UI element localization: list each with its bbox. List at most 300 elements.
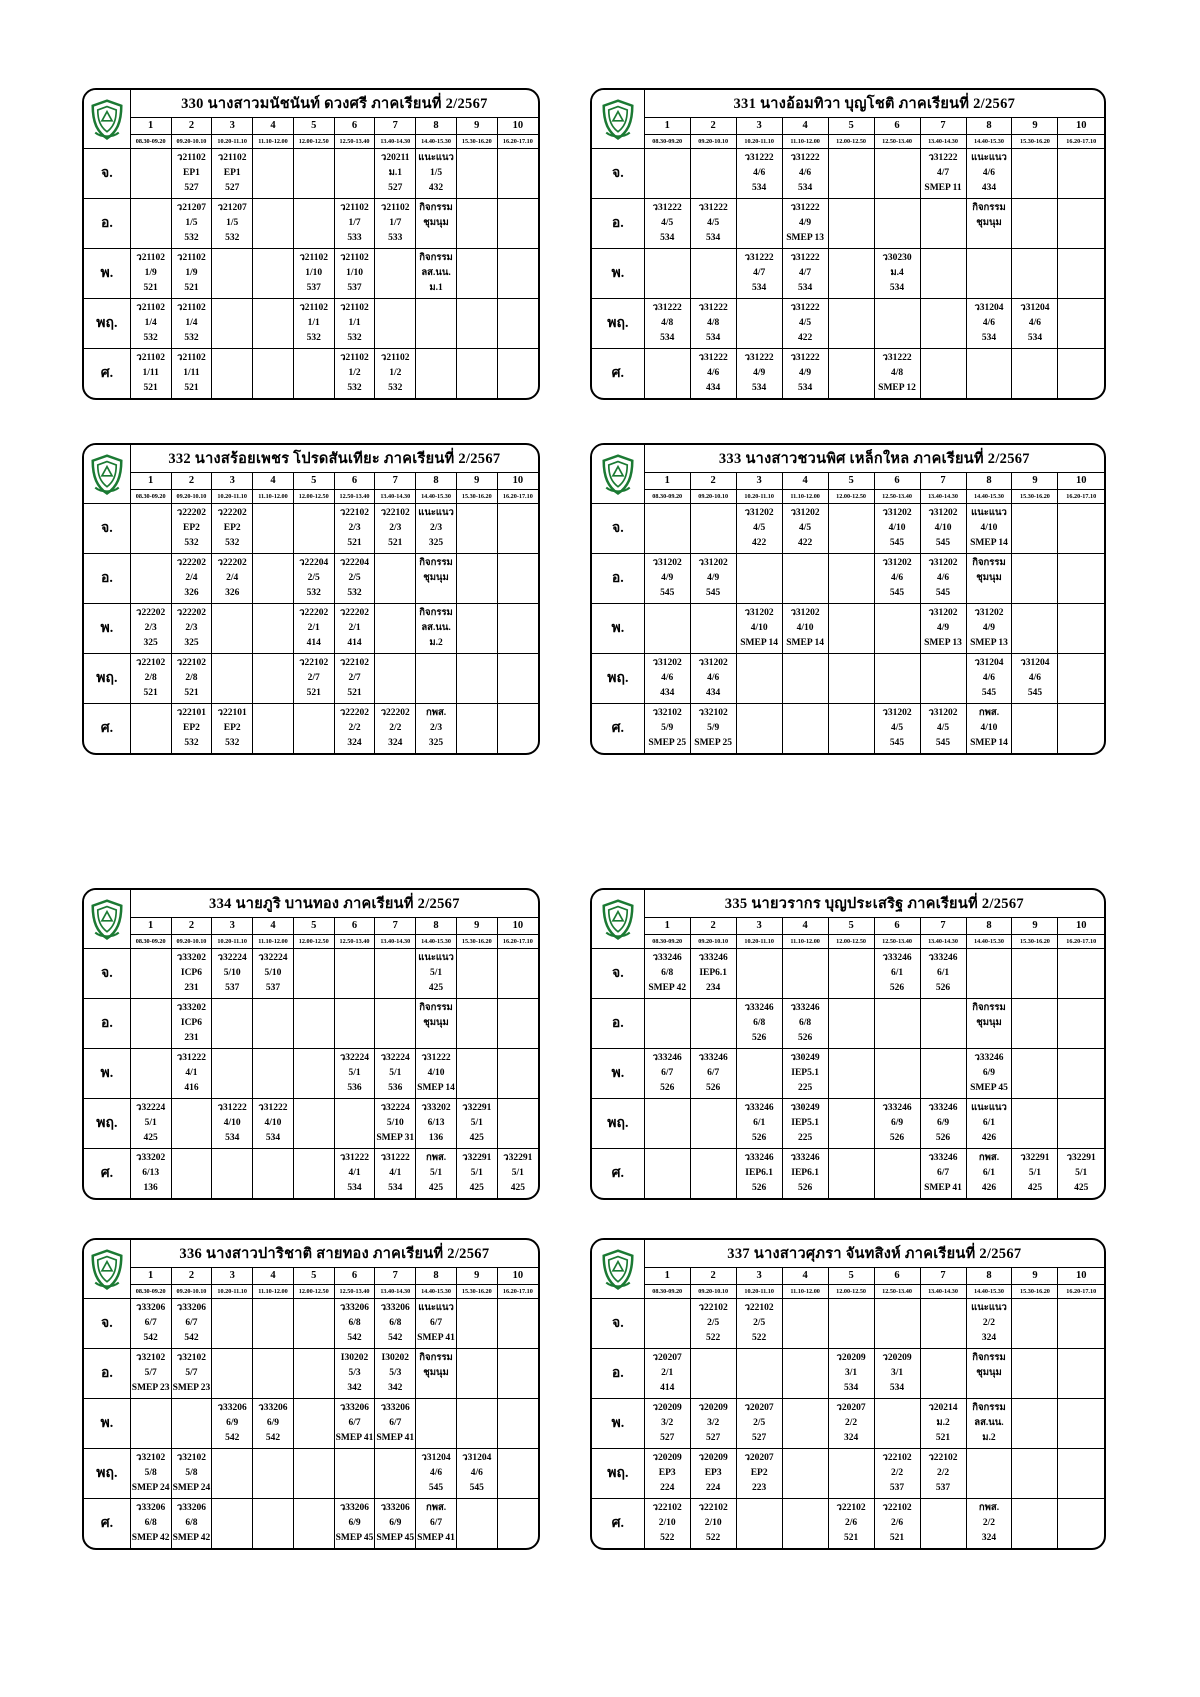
room-number	[783, 1531, 828, 1546]
school-crest-icon	[90, 1249, 124, 1291]
class-group: 6/7	[389, 1417, 402, 1428]
room-number	[737, 586, 782, 601]
room-number	[457, 231, 497, 246]
class-group: 1/2	[389, 367, 402, 378]
room-number: 325	[143, 637, 158, 648]
room-number	[1058, 1381, 1104, 1396]
class-group: 4/9	[707, 572, 720, 583]
subject-code	[1012, 706, 1057, 721]
schedule-cell	[874, 603, 920, 653]
subject-code: ว22102	[698, 1502, 728, 1513]
subject-code	[253, 606, 293, 621]
room-number: 521	[184, 382, 199, 393]
room-number	[737, 686, 782, 701]
room-number	[294, 536, 334, 551]
schedule-cell	[293, 1098, 334, 1148]
subject-code: ว33206	[176, 1302, 206, 1313]
schedule-cell	[497, 603, 538, 653]
room-number: 325	[428, 537, 444, 548]
room-number: 534	[706, 232, 721, 243]
school-logo	[84, 445, 130, 503]
class-group: 2/1	[348, 622, 361, 633]
schedule-cell	[375, 998, 416, 1048]
subject-code: ว31202	[698, 557, 728, 568]
schedule-cell	[828, 503, 874, 553]
day-label: ศ.	[84, 703, 130, 753]
subject-code	[457, 301, 497, 316]
schedule-cell	[416, 148, 457, 198]
schedule-cell	[293, 1348, 334, 1398]
room-number	[131, 1431, 171, 1446]
room-number: 342	[388, 1382, 403, 1393]
room-number	[829, 381, 874, 396]
day-label: พ.	[592, 248, 644, 298]
schedule-cell	[874, 1448, 920, 1498]
schedule-cell	[497, 1098, 538, 1148]
subject-code	[457, 556, 497, 571]
class-group	[335, 1466, 375, 1481]
schedule-cell	[782, 1498, 828, 1548]
schedule-cell	[920, 553, 966, 603]
schedule-cell	[874, 298, 920, 348]
subject-code: ว31204	[421, 1452, 451, 1463]
room-number: 326	[225, 587, 240, 598]
day-label: ศ.	[592, 1148, 644, 1198]
class-group: 1/5	[185, 217, 198, 228]
subject-code: แนะแนว	[971, 1302, 1007, 1313]
class-group	[253, 166, 293, 181]
subject-code: ว31202	[928, 607, 958, 618]
class-group	[875, 1016, 920, 1031]
period-number: 2	[171, 472, 212, 489]
class-group	[498, 671, 538, 686]
subject-code: ว33246	[928, 1102, 958, 1113]
room-number	[645, 636, 690, 651]
period-number: 6	[874, 1267, 920, 1284]
class-group: ลส.นน.	[974, 1417, 1004, 1428]
room-number	[691, 1031, 736, 1046]
schedule-cell	[293, 1148, 334, 1198]
class-group	[253, 1166, 293, 1181]
class-group	[921, 671, 966, 686]
schedule-cell	[1012, 198, 1058, 248]
schedule-cell	[644, 1498, 690, 1548]
subject-code	[1012, 251, 1057, 266]
class-group: 4/8	[661, 317, 674, 328]
period-number: 10	[1058, 472, 1104, 489]
class-group	[691, 621, 736, 636]
subject-code: ว31204	[1020, 302, 1050, 313]
subject-code: ว20211	[380, 152, 410, 163]
schedule-cell	[171, 1398, 212, 1448]
room-number: SMEP 13	[970, 637, 1008, 648]
class-group: 2/5	[753, 1417, 766, 1428]
schedule-cell	[736, 348, 782, 398]
class-group	[253, 266, 293, 281]
schedule-cell	[253, 553, 294, 603]
room-number	[691, 536, 736, 551]
subject-code	[875, 1051, 920, 1066]
class-group: 4/6	[1028, 672, 1042, 683]
subject-code: ว32224	[136, 1102, 166, 1113]
room-number: 534	[797, 182, 813, 193]
subject-code: ว22202	[339, 707, 370, 718]
class-group: 4/6	[753, 167, 766, 178]
class-group: 6/9	[348, 1517, 361, 1528]
schedule-cell	[334, 348, 375, 398]
room-number	[921, 381, 966, 396]
class-group	[645, 366, 690, 381]
schedule-cell	[644, 948, 690, 998]
room-number	[294, 1031, 334, 1046]
subject-code	[1012, 506, 1057, 521]
room-number	[253, 1531, 293, 1546]
schedule-cell	[334, 1098, 375, 1148]
subject-code: ว21102	[380, 352, 410, 363]
room-number	[783, 981, 828, 996]
schedule-cell	[736, 1148, 782, 1198]
subject-code: ว22202	[136, 607, 166, 618]
room-number: 434	[706, 382, 721, 393]
period-number: 3	[736, 117, 782, 134]
subject-code: ว32291	[462, 1102, 492, 1113]
schedule-cell	[736, 298, 782, 348]
school-logo	[84, 890, 130, 948]
schedule-cell	[171, 948, 212, 998]
room-number	[416, 331, 456, 346]
class-group	[1058, 1516, 1104, 1531]
subject-code: ว20214	[928, 1402, 958, 1413]
schedule-cell	[782, 1098, 828, 1148]
subject-code	[921, 1001, 966, 1016]
room-number: 534	[889, 282, 905, 293]
room-number	[1058, 1481, 1104, 1496]
room-number	[212, 1181, 252, 1196]
period-number: 4	[253, 1267, 294, 1284]
schedule-cell	[293, 1048, 334, 1098]
day-label: ศ.	[592, 348, 644, 398]
day-label: อ.	[592, 198, 644, 248]
subject-code: ว32224	[339, 1052, 370, 1063]
class-group: 4/6	[707, 672, 720, 683]
schedule-cell	[375, 198, 416, 248]
class-group: 2/10	[658, 1517, 676, 1528]
room-number: 545	[660, 587, 675, 598]
room-number: 542	[184, 1332, 199, 1343]
schedule-cell	[1012, 1048, 1058, 1098]
day-label: จ.	[84, 148, 130, 198]
room-number: 434	[981, 182, 997, 193]
schedule-cell	[456, 948, 497, 998]
class-group: 6/8	[185, 1517, 198, 1528]
schedule-cell	[874, 1348, 920, 1398]
subject-code: ว33246	[698, 952, 728, 963]
room-number: 545	[706, 587, 721, 598]
room-number: 422	[752, 537, 767, 548]
day-label: พฤ.	[84, 1098, 130, 1148]
room-number	[131, 231, 171, 246]
day-label: พ.	[84, 603, 130, 653]
period-number: 5	[828, 117, 874, 134]
period-time: 12.50-13.40	[874, 934, 920, 948]
schedule-cell	[212, 503, 253, 553]
period-number: 5	[828, 917, 874, 934]
class-group: IEP5.1	[791, 1067, 819, 1078]
class-group	[131, 966, 171, 981]
school-logo	[592, 90, 644, 148]
subject-code: ว33206	[339, 1302, 370, 1313]
schedule-cell	[375, 1048, 416, 1098]
schedule-cell	[171, 298, 212, 348]
class-group: ชุมนุม	[976, 217, 1002, 228]
room-number	[457, 536, 497, 551]
subject-code: ว33206	[136, 1302, 166, 1313]
class-group	[212, 1066, 252, 1081]
room-number: 414	[660, 1382, 675, 1393]
subject-code	[131, 201, 171, 216]
schedule-cell	[253, 1098, 294, 1148]
schedule-cell	[782, 703, 828, 753]
class-group	[875, 621, 920, 636]
room-number: 426	[981, 1132, 997, 1143]
class-group: 3/2	[707, 1417, 720, 1428]
period-time: 11.10-12.00	[253, 489, 294, 503]
subject-code	[1012, 556, 1057, 571]
period-number: 3	[736, 472, 782, 489]
subject-code	[172, 1151, 212, 1166]
room-number: 532	[184, 737, 199, 748]
schedule-cell	[644, 503, 690, 553]
room-number	[737, 981, 782, 996]
room-number: 324	[981, 1332, 997, 1343]
period-time: 16.20-17.10	[497, 1284, 538, 1298]
day-label: พฤ.	[84, 298, 130, 348]
schedule-cell	[920, 603, 966, 653]
period-number: 5	[828, 472, 874, 489]
subject-code: ว31222	[790, 252, 820, 263]
room-number: 534	[889, 1382, 905, 1393]
class-group	[783, 966, 828, 981]
room-number	[294, 181, 334, 196]
room-number: 532	[347, 332, 362, 343]
room-number	[645, 1181, 690, 1196]
period-number: 6	[334, 472, 375, 489]
class-group: 5/1	[429, 1167, 443, 1178]
class-group	[294, 1166, 334, 1181]
schedule-cell	[782, 1298, 828, 1348]
schedule-cell	[782, 1398, 828, 1448]
schedule-cell	[456, 248, 497, 298]
schedule-cell	[171, 703, 212, 753]
schedule-cell	[736, 703, 782, 753]
subject-code	[783, 1301, 828, 1316]
subject-code	[737, 656, 782, 671]
period-time: 15.30-16.20	[456, 489, 497, 503]
class-group: 5/1	[470, 1167, 483, 1178]
subject-code	[967, 951, 1012, 966]
schedule-cell	[874, 1398, 920, 1448]
schedule-cell	[212, 1498, 253, 1548]
room-number	[131, 536, 171, 551]
class-group: 5/10	[264, 967, 282, 978]
class-group	[457, 316, 497, 331]
class-group	[1012, 216, 1057, 231]
class-group: 6/9	[226, 1417, 239, 1428]
subject-code: ว31222	[790, 202, 820, 213]
class-group	[375, 966, 415, 981]
room-number	[829, 686, 874, 701]
schedule-cell	[644, 148, 690, 198]
subject-code: ว33206	[380, 1402, 410, 1413]
room-number: 426	[981, 1182, 997, 1193]
subject-code: ว22102	[928, 1452, 958, 1463]
schedule-cell	[920, 1148, 966, 1198]
subject-code	[1012, 1101, 1057, 1116]
schedule-cell	[293, 703, 334, 753]
schedule-cell	[334, 1048, 375, 1098]
room-number	[1012, 1431, 1057, 1446]
room-number: 521	[184, 687, 199, 698]
class-group	[294, 521, 334, 536]
schedule-cell	[1012, 653, 1058, 703]
subject-code	[783, 1351, 828, 1366]
subject-code: ว22102	[339, 657, 370, 668]
schedule-cell	[130, 348, 171, 398]
subject-code: ว21207	[217, 202, 247, 213]
room-number: 434	[706, 687, 721, 698]
subject-code: ว22202	[176, 507, 206, 518]
class-group	[645, 1116, 690, 1131]
class-group: 4/5	[936, 722, 950, 733]
room-number: 521	[347, 687, 362, 698]
schedule-cell	[644, 1048, 690, 1098]
period-time: 08.30-09.20	[130, 489, 171, 503]
subject-code: ว20207	[652, 1352, 682, 1363]
schedule-cell	[171, 248, 212, 298]
room-number	[294, 381, 334, 396]
room-number: SMEP 12	[878, 382, 916, 393]
subject-code: ว21102	[299, 252, 329, 263]
room-number	[498, 536, 538, 551]
room-number	[967, 1031, 1012, 1046]
subject-code	[294, 951, 334, 966]
subject-code	[212, 1001, 252, 1016]
schedule-cell	[874, 1048, 920, 1098]
subject-code	[1058, 1351, 1104, 1366]
day-label: อ.	[592, 998, 644, 1048]
schedule-cell	[416, 1098, 457, 1148]
room-number	[416, 381, 456, 396]
class-group: 4/9	[936, 622, 950, 633]
class-group	[691, 1116, 736, 1131]
room-number	[645, 381, 690, 396]
subject-code: ว31202	[790, 607, 820, 618]
schedule-cell	[456, 503, 497, 553]
room-number	[253, 1381, 293, 1396]
subject-code: ว22102	[299, 657, 329, 668]
room-number: 533	[347, 232, 362, 243]
period-time: 12.00-12.50	[293, 489, 334, 503]
room-number	[737, 1381, 782, 1396]
room-number: 534	[981, 332, 997, 343]
room-number	[498, 181, 538, 196]
room-number	[783, 686, 828, 701]
subject-code: แนะแนว	[418, 952, 454, 963]
room-number	[783, 1381, 828, 1396]
subject-code	[1058, 301, 1104, 316]
room-number: 522	[752, 1332, 767, 1343]
subject-code: ว21102	[177, 352, 206, 363]
subject-code: ว31202	[790, 507, 820, 518]
period-time: 16.20-17.10	[1058, 489, 1104, 503]
period-number: 9	[1012, 1267, 1058, 1284]
subject-code: ว21102	[136, 252, 165, 263]
schedule-cell	[253, 1448, 294, 1498]
class-group: EP2	[223, 722, 241, 733]
schedule-cell	[130, 198, 171, 248]
class-group	[498, 521, 538, 536]
room-number	[1012, 636, 1057, 651]
class-group	[375, 316, 415, 331]
school-crest-icon	[601, 1249, 635, 1291]
class-group	[375, 671, 415, 686]
period-number: 5	[293, 1267, 334, 1284]
class-group	[253, 571, 293, 586]
schedule-cell	[416, 1298, 457, 1348]
schedule-cell	[253, 298, 294, 348]
schedule-cell	[334, 298, 375, 348]
class-group: ชุมนุม	[423, 572, 449, 583]
class-group	[921, 1316, 966, 1331]
room-number	[498, 1081, 538, 1096]
period-number: 3	[736, 1267, 782, 1284]
schedule-cell	[736, 1048, 782, 1098]
schedule-cell	[644, 1398, 690, 1448]
schedule-cell	[497, 1398, 538, 1448]
class-group: 4/6	[799, 167, 812, 178]
room-number	[1058, 1331, 1104, 1346]
schedule-cell	[920, 1298, 966, 1348]
period-number: 7	[375, 1267, 416, 1284]
schedule-cell	[644, 703, 690, 753]
schedule-cell	[920, 1048, 966, 1098]
room-number	[875, 1431, 920, 1446]
subject-code	[253, 1051, 293, 1066]
room-number	[294, 1481, 334, 1496]
schedule-cell	[736, 1348, 782, 1398]
subject-code	[829, 251, 874, 266]
class-group: 2/7	[348, 672, 361, 683]
day-label: จ.	[592, 948, 644, 998]
room-number: 534	[388, 1182, 403, 1193]
schedule-cell	[966, 503, 1012, 553]
room-number: 532	[184, 232, 199, 243]
subject-code: ว22102	[136, 657, 166, 668]
schedule-cell	[828, 703, 874, 753]
room-number: SMEP 23	[131, 1382, 170, 1393]
class-group	[875, 1316, 920, 1331]
room-number	[829, 1481, 874, 1496]
room-number: 136	[143, 1182, 158, 1193]
room-number	[1058, 231, 1104, 246]
period-number: 1	[644, 117, 690, 134]
subject-code	[294, 1101, 334, 1116]
room-number	[212, 1031, 252, 1046]
class-group: ชุมนุม	[976, 572, 1002, 583]
schedule-cell	[293, 298, 334, 348]
room-number	[829, 1181, 874, 1196]
room-number: 231	[184, 982, 199, 993]
